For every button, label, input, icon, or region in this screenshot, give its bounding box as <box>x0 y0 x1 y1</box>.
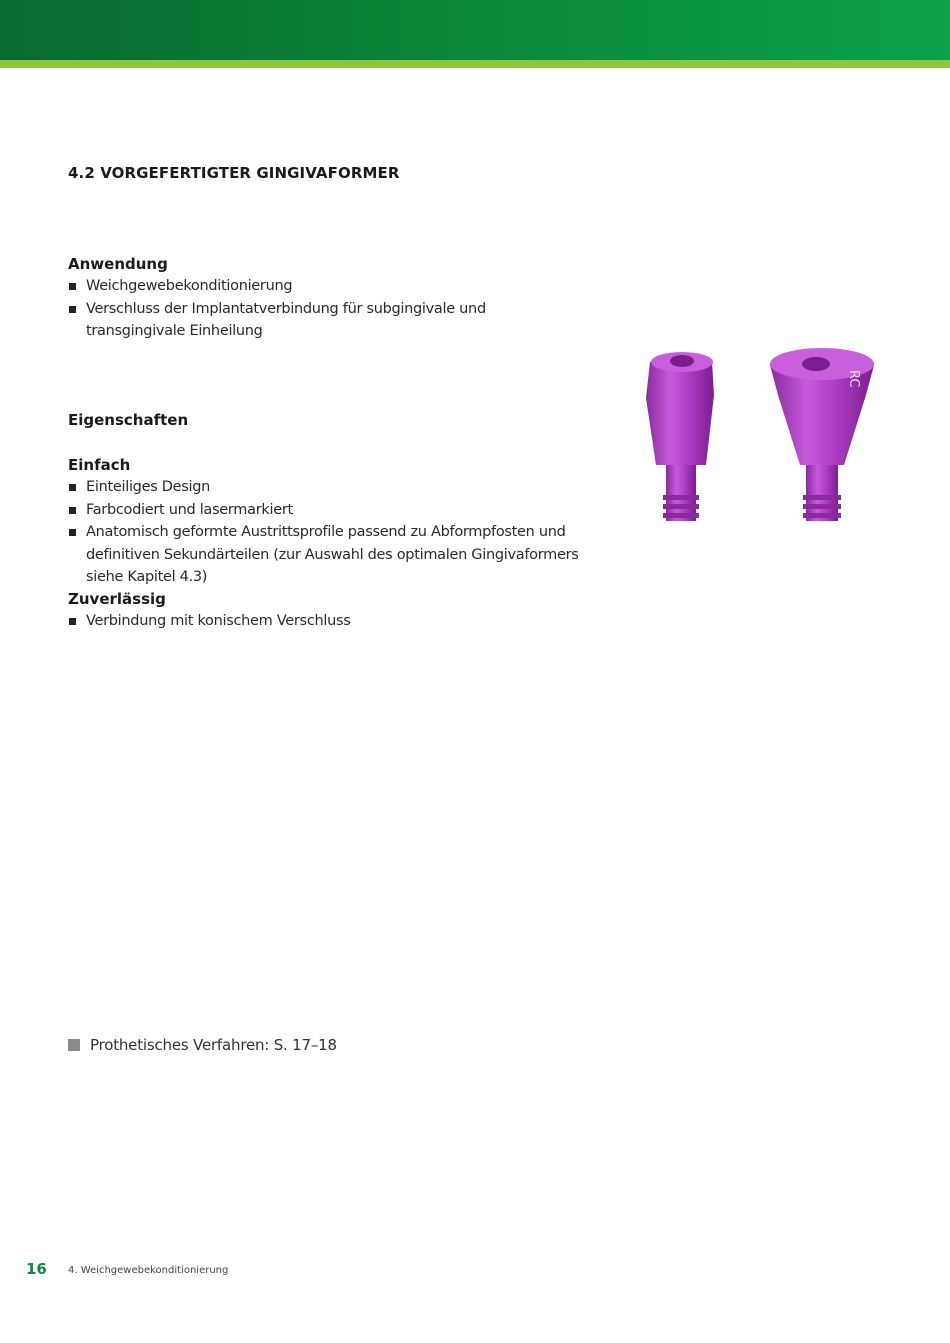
header-band <box>0 0 950 60</box>
bullet-square-icon <box>69 484 76 491</box>
list-item: Verschluss der Implantatverbindung für subgingivale und transgingivale Einheilung <box>68 298 556 343</box>
anwendung-list <box>68 275 608 343</box>
list-item: Weichgewebekonditionierung <box>68 275 608 298</box>
einfach-block <box>68 454 608 589</box>
anwendung-heading: Anwendung <box>68 255 168 273</box>
eigenschaften-block <box>68 409 608 431</box>
list-item: Farbcodiert und lasermarkiert <box>68 499 608 522</box>
section-title: 4.2 VORGEFERTIGTER GINGIVAFORMER <box>68 164 400 182</box>
reference-square-icon <box>68 1039 80 1051</box>
eigenschaften-heading: Eigenschaften <box>68 411 189 429</box>
list-item: Verbindung mit konischem Verschluss <box>68 610 608 633</box>
reference-note <box>68 1036 337 1054</box>
page-number: 16 <box>26 1260 47 1278</box>
bullet-square-icon <box>69 283 76 290</box>
einfach-heading: Einfach <box>68 456 131 474</box>
healing-abutment-image <box>636 340 886 534</box>
zuverlaessig-heading: Zuverlässig <box>68 590 166 608</box>
bullet-square-icon <box>69 306 76 313</box>
reference-text: Prothetisches Verfahren: S. 17–18 <box>90 1036 337 1054</box>
list-item: Anatomisch geformte Austrittsprofile passend zu Abformpfosten und definitiven Sekundärteilen (zur Auswahl des optimalen Gingivaformers siehe Kapitel 4.3) <box>68 521 608 589</box>
zuverlaessig-block <box>68 588 608 633</box>
footer-chapter: 4. Weichgewebekonditionierung <box>68 1265 229 1276</box>
narrow-abutment-icon <box>646 352 714 521</box>
einfach-list <box>68 476 608 589</box>
list-item: Einteiliges Design <box>68 476 608 499</box>
anwendung-block <box>68 253 608 343</box>
bullet-square-icon <box>69 529 76 536</box>
laser-mark-label: RC <box>846 370 861 388</box>
bullet-square-icon <box>69 507 76 514</box>
bullet-square-icon <box>69 618 76 625</box>
header-stripe <box>0 60 950 68</box>
healing-abutment-illustration <box>636 340 886 530</box>
zuverlaessig-list <box>68 610 608 633</box>
wide-abutment-icon <box>770 348 874 521</box>
